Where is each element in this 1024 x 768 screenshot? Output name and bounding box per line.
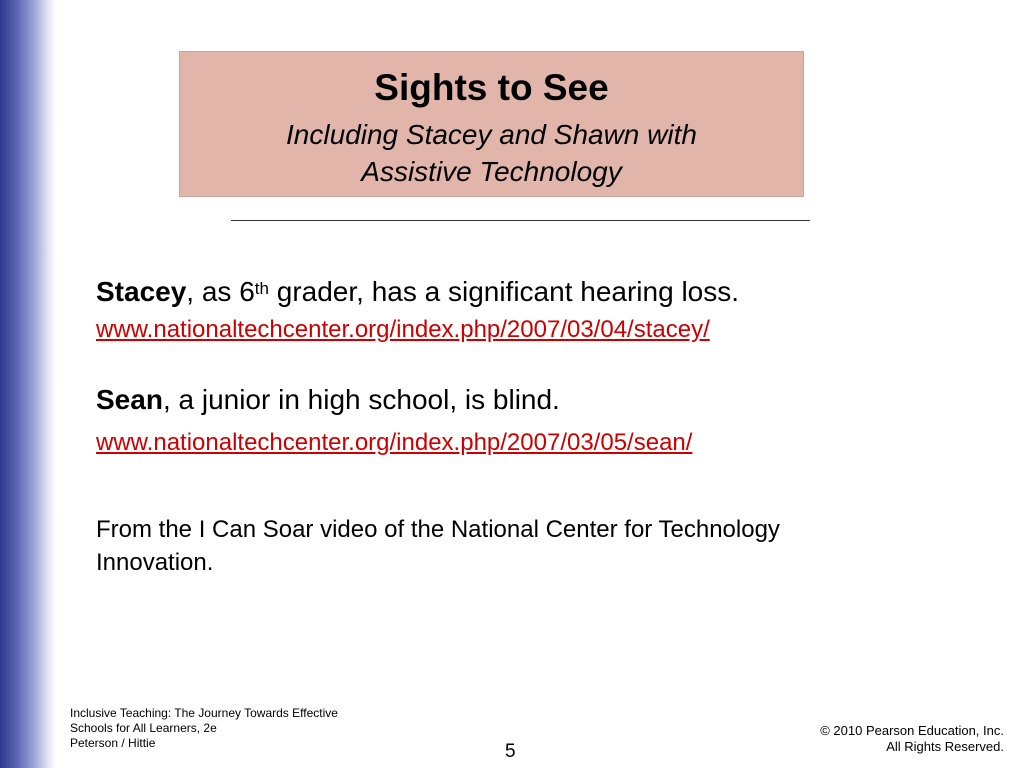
source-line-1: From the I Can Soar video of the National Center for Technology [96,516,780,543]
source-note [96,513,936,579]
book-line-3: Peterson / Hittie [70,736,156,750]
copyright-line-2: All Rights Reserved. [886,739,1004,754]
stacey-name: Stacey [96,276,187,307]
stacey-text-after: grader, has a significant hearing loss. [268,276,740,307]
slide-title: Sights to See [374,67,609,108]
book-line-1: Inclusive Teaching: The Journey Towards Effective [70,706,338,720]
slide-subtitle [180,116,803,190]
copyright-line-1: © 2010 Pearson Education, Inc. [820,723,1004,738]
sean-text: , a junior in high school, is blind. [162,384,560,415]
sean-description [96,383,560,417]
subtitle-line-2: Assistive Technology [361,156,622,187]
source-line-2: Innovation. [96,549,214,576]
sean-name: Sean [96,384,163,415]
title-box [179,51,804,197]
stacey-text-before: , as 6 [186,276,255,307]
stacey-description [96,275,739,309]
subtitle-line-1: Including Stacey and Shawn with [286,119,697,150]
stacey-ordinal-suffix: th [254,279,269,298]
side-gradient-bar [0,0,56,768]
book-citation [70,706,338,751]
divider-rule [231,220,810,221]
stacey-link[interactable]: www.nationaltechcenter.org/index.php/2007/03/04/stacey/ [96,316,710,343]
copyright-notice [820,723,1004,755]
sean-link[interactable]: www.nationaltechcenter.org/index.php/2007/03/05/sean/ [96,429,693,456]
page-number: 5 [505,741,516,762]
book-line-2: Schools for All Learners, 2e [70,721,217,735]
